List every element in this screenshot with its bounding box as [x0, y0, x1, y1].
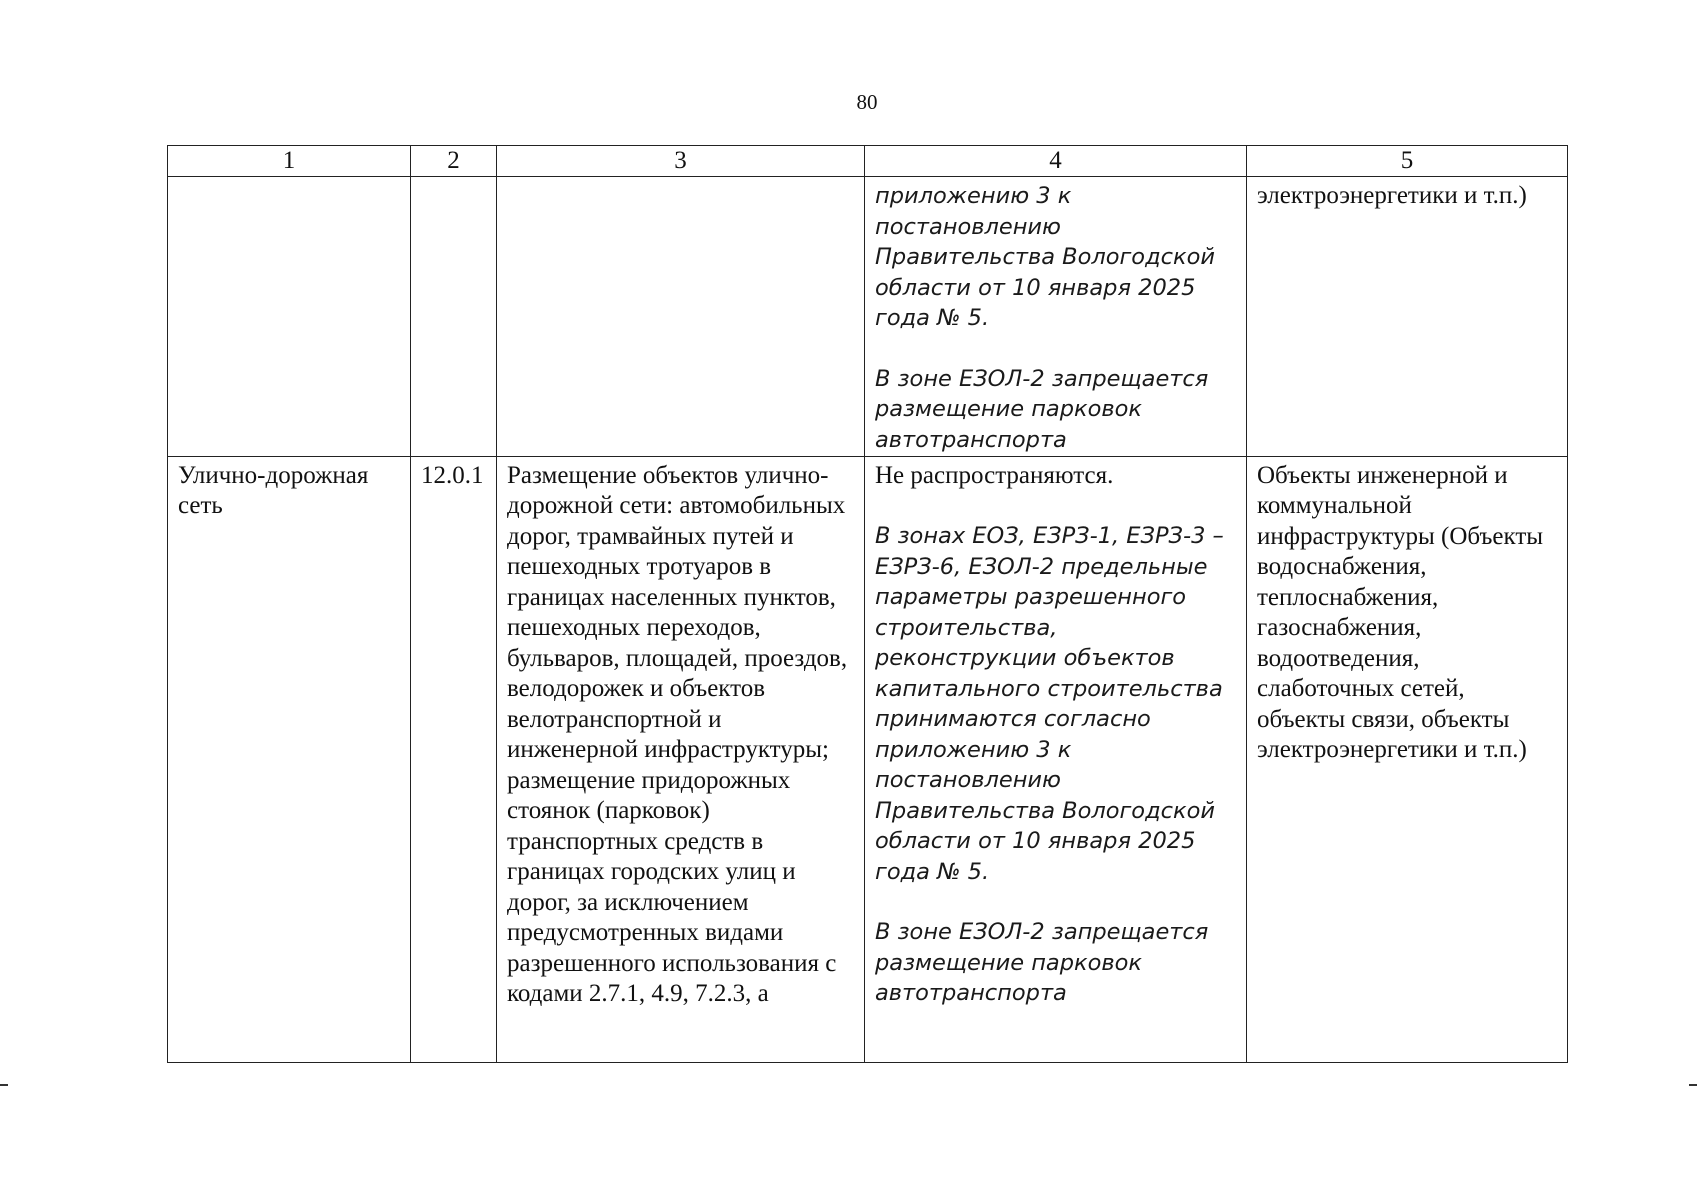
header-col-4: 4: [865, 146, 1247, 177]
cell-parameters: [865, 177, 1247, 457]
regulations-table: [167, 145, 1568, 1063]
right-scan-mark: [1689, 1084, 1697, 1086]
header-row: [168, 146, 1568, 177]
cell-description: [497, 177, 865, 457]
header-col-5: 5: [1247, 146, 1568, 177]
cell-auxiliary-uses: Объекты инженерной и коммунальной инфраструктуры (Объекты водоснабжения, теплоснабжения, газоснабжения, водоотведения, слаботочных сетей, объекты связи, объекты электроэнергетики и т.п.): [1247, 456, 1568, 1062]
parameters-text: В зонах ЕОЗ, ЕЗРЗ-1, ЕЗРЗ-3 – ЕЗРЗ-6, ЕЗОЛ-2 предельные параметры разрешенного строительства, реконструкции объектов капитального строительства принимаются согласно приложению 3 к постановлению Правительства Вологодской области от 10 января 2025 года № 5.: [875, 523, 1224, 885]
table-row-street-network: [168, 456, 1568, 1062]
parameters-text: приложению 3 к постановлению Правительства Вологодской области от 10 января 2025 года № 5.: [875, 183, 1215, 331]
header-col-2: 2: [411, 146, 497, 177]
page-number: 80: [856, 90, 878, 114]
cell-use-name: Улично-дорожная сеть: [168, 456, 411, 1062]
header-col-3: 3: [497, 146, 865, 177]
cell-description: Размещение объектов улично-дорожной сети: автомобильных дорог, трамвайных путей и пешеходных тротуаров в границах населенных пунктов, пешеходных переходов, бульваров, площадей, проездов, велодорожек и объектов велотранспортной и инженерной инфраструктуры; размещение придорожных стоянок (парковок) транспортных средств в границах городских улиц и дорог, за исключением предусмотренных видами разрешенного использования с кодами 2.7.1, 4.9, 7.2.3, а: [497, 456, 865, 1062]
table-row-continued: [168, 177, 1568, 457]
header-col-1: 1: [168, 146, 411, 177]
cell-auxiliary-uses: электроэнергетики и т.п.): [1247, 177, 1568, 457]
cell-code: [411, 177, 497, 457]
parking-restriction-text: В зоне ЕЗОЛ-2 запрещается размещение парковок автотранспорта: [875, 365, 1209, 453]
cell-use-name: [168, 177, 411, 457]
cell-parameters: [865, 456, 1247, 1062]
parking-restriction-text: В зоне ЕЗОЛ-2 запрещается размещение парковок автотранспорта: [875, 919, 1209, 1007]
not-applicable-text: Не распространяются.: [875, 461, 1114, 489]
cell-code: 12.0.1: [411, 456, 497, 1062]
left-scan-mark: [0, 1084, 8, 1086]
